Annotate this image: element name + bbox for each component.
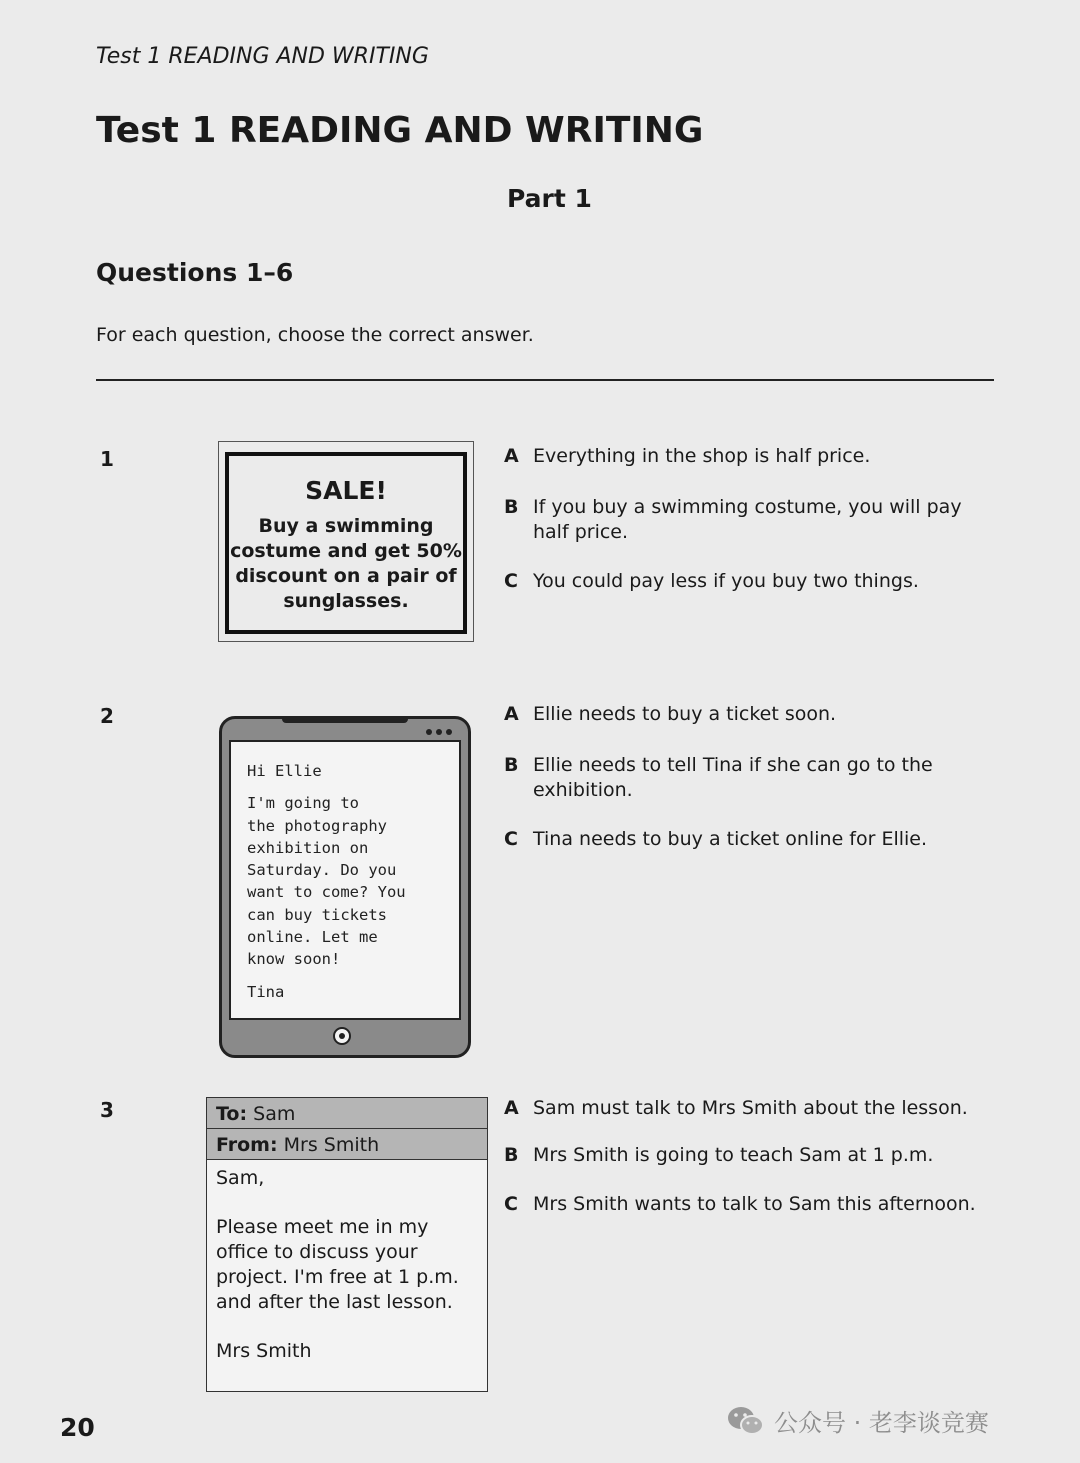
part-title: Part 1 (507, 184, 592, 213)
questions-heading: Questions 1–6 (96, 258, 294, 287)
option-letter: A (504, 445, 519, 467)
phone-camera-icon (426, 729, 452, 735)
email-from-label: From: (216, 1134, 278, 1156)
option-text: Ellie needs to buy a ticket soon. (533, 703, 837, 725)
sale-notice (218, 441, 474, 642)
email-body (207, 1160, 487, 1364)
question-2-option-b[interactable] (504, 753, 994, 803)
message-body: I'm going to the photography exhibition on Saturday. Do you want to come? You can buy tickets online. Let me know soon! (247, 794, 406, 969)
option-text: Mrs Smith is going to teach Sam at 1 p.m. (533, 1144, 934, 1166)
question-3-options (504, 1096, 994, 1217)
option-letter: B (504, 496, 519, 518)
option-letter: C (504, 828, 518, 850)
message-signature: Tina (247, 982, 285, 1001)
question-number-2: 2 (100, 704, 114, 728)
instruction-text: For each question, choose the correct answer. (96, 324, 534, 346)
email-signature: Mrs Smith (216, 1340, 312, 1362)
question-number-1: 1 (100, 447, 114, 471)
message-greeting: Hi Ellie (247, 762, 322, 780)
question-3-option-b[interactable] (504, 1143, 994, 1168)
divider (96, 379, 994, 381)
option-text: Ellie needs to tell Tina if she can go to the exhibition. (533, 754, 933, 801)
email-to-row (207, 1098, 487, 1129)
running-head: Test 1 READING AND WRITING (96, 44, 429, 69)
option-letter: A (504, 1097, 519, 1119)
sale-notice-title: SALE! (305, 476, 387, 505)
option-text: Tina needs to buy a ticket online for Ellie. (533, 828, 928, 850)
email-text: Please meet me in my office to discuss your project. I'm free at 1 p.m. and after the last lesson. (216, 1216, 459, 1313)
option-letter: B (504, 754, 519, 776)
option-text: Sam must talk to Mrs Smith about the lesson. (533, 1097, 968, 1119)
question-2-option-a[interactable] (504, 702, 994, 727)
option-letter: B (504, 1144, 519, 1166)
page-number: 20 (60, 1413, 95, 1442)
watermark (726, 1403, 989, 1438)
sale-notice-frame (225, 452, 467, 634)
question-3-option-c[interactable] (504, 1192, 994, 1217)
question-number-3: 3 (100, 1098, 114, 1122)
email-from: Mrs Smith (283, 1134, 380, 1156)
sale-notice-body: Buy a swimming costume and get 50% discount on a pair of sunglasses. (230, 515, 462, 612)
option-letter: A (504, 703, 519, 725)
option-letter: C (504, 1193, 518, 1215)
email-greeting: Sam, (216, 1167, 265, 1189)
question-1-option-a[interactable] (504, 444, 994, 469)
phone-speaker (282, 717, 408, 723)
email-to-label: To: (216, 1103, 248, 1125)
home-button-icon (333, 1027, 351, 1045)
email-note (206, 1097, 488, 1392)
question-3-option-a[interactable] (504, 1096, 994, 1121)
option-text: Everything in the shop is half price. (533, 445, 871, 467)
email-to: Sam (253, 1103, 296, 1125)
option-letter: C (504, 570, 518, 592)
option-text: You could pay less if you buy two things. (533, 570, 919, 592)
option-text: If you buy a swimming costume, you will pay half price. (533, 496, 962, 543)
option-text: Mrs Smith wants to talk to Sam this afternoon. (533, 1193, 976, 1215)
watermark-text: 公众号 · 老李谈竞赛 (774, 1409, 989, 1437)
phone-screen (229, 740, 461, 1020)
question-1-option-c[interactable] (504, 569, 994, 594)
page-title: Test 1 READING AND WRITING (96, 110, 704, 151)
question-2-options (504, 702, 994, 852)
email-from-row (207, 1129, 487, 1160)
wechat-icon (726, 1404, 766, 1438)
question-2-option-c[interactable] (504, 827, 994, 852)
phone-message (219, 716, 471, 1058)
question-1-options (504, 444, 994, 594)
question-1-option-b[interactable] (504, 495, 994, 545)
